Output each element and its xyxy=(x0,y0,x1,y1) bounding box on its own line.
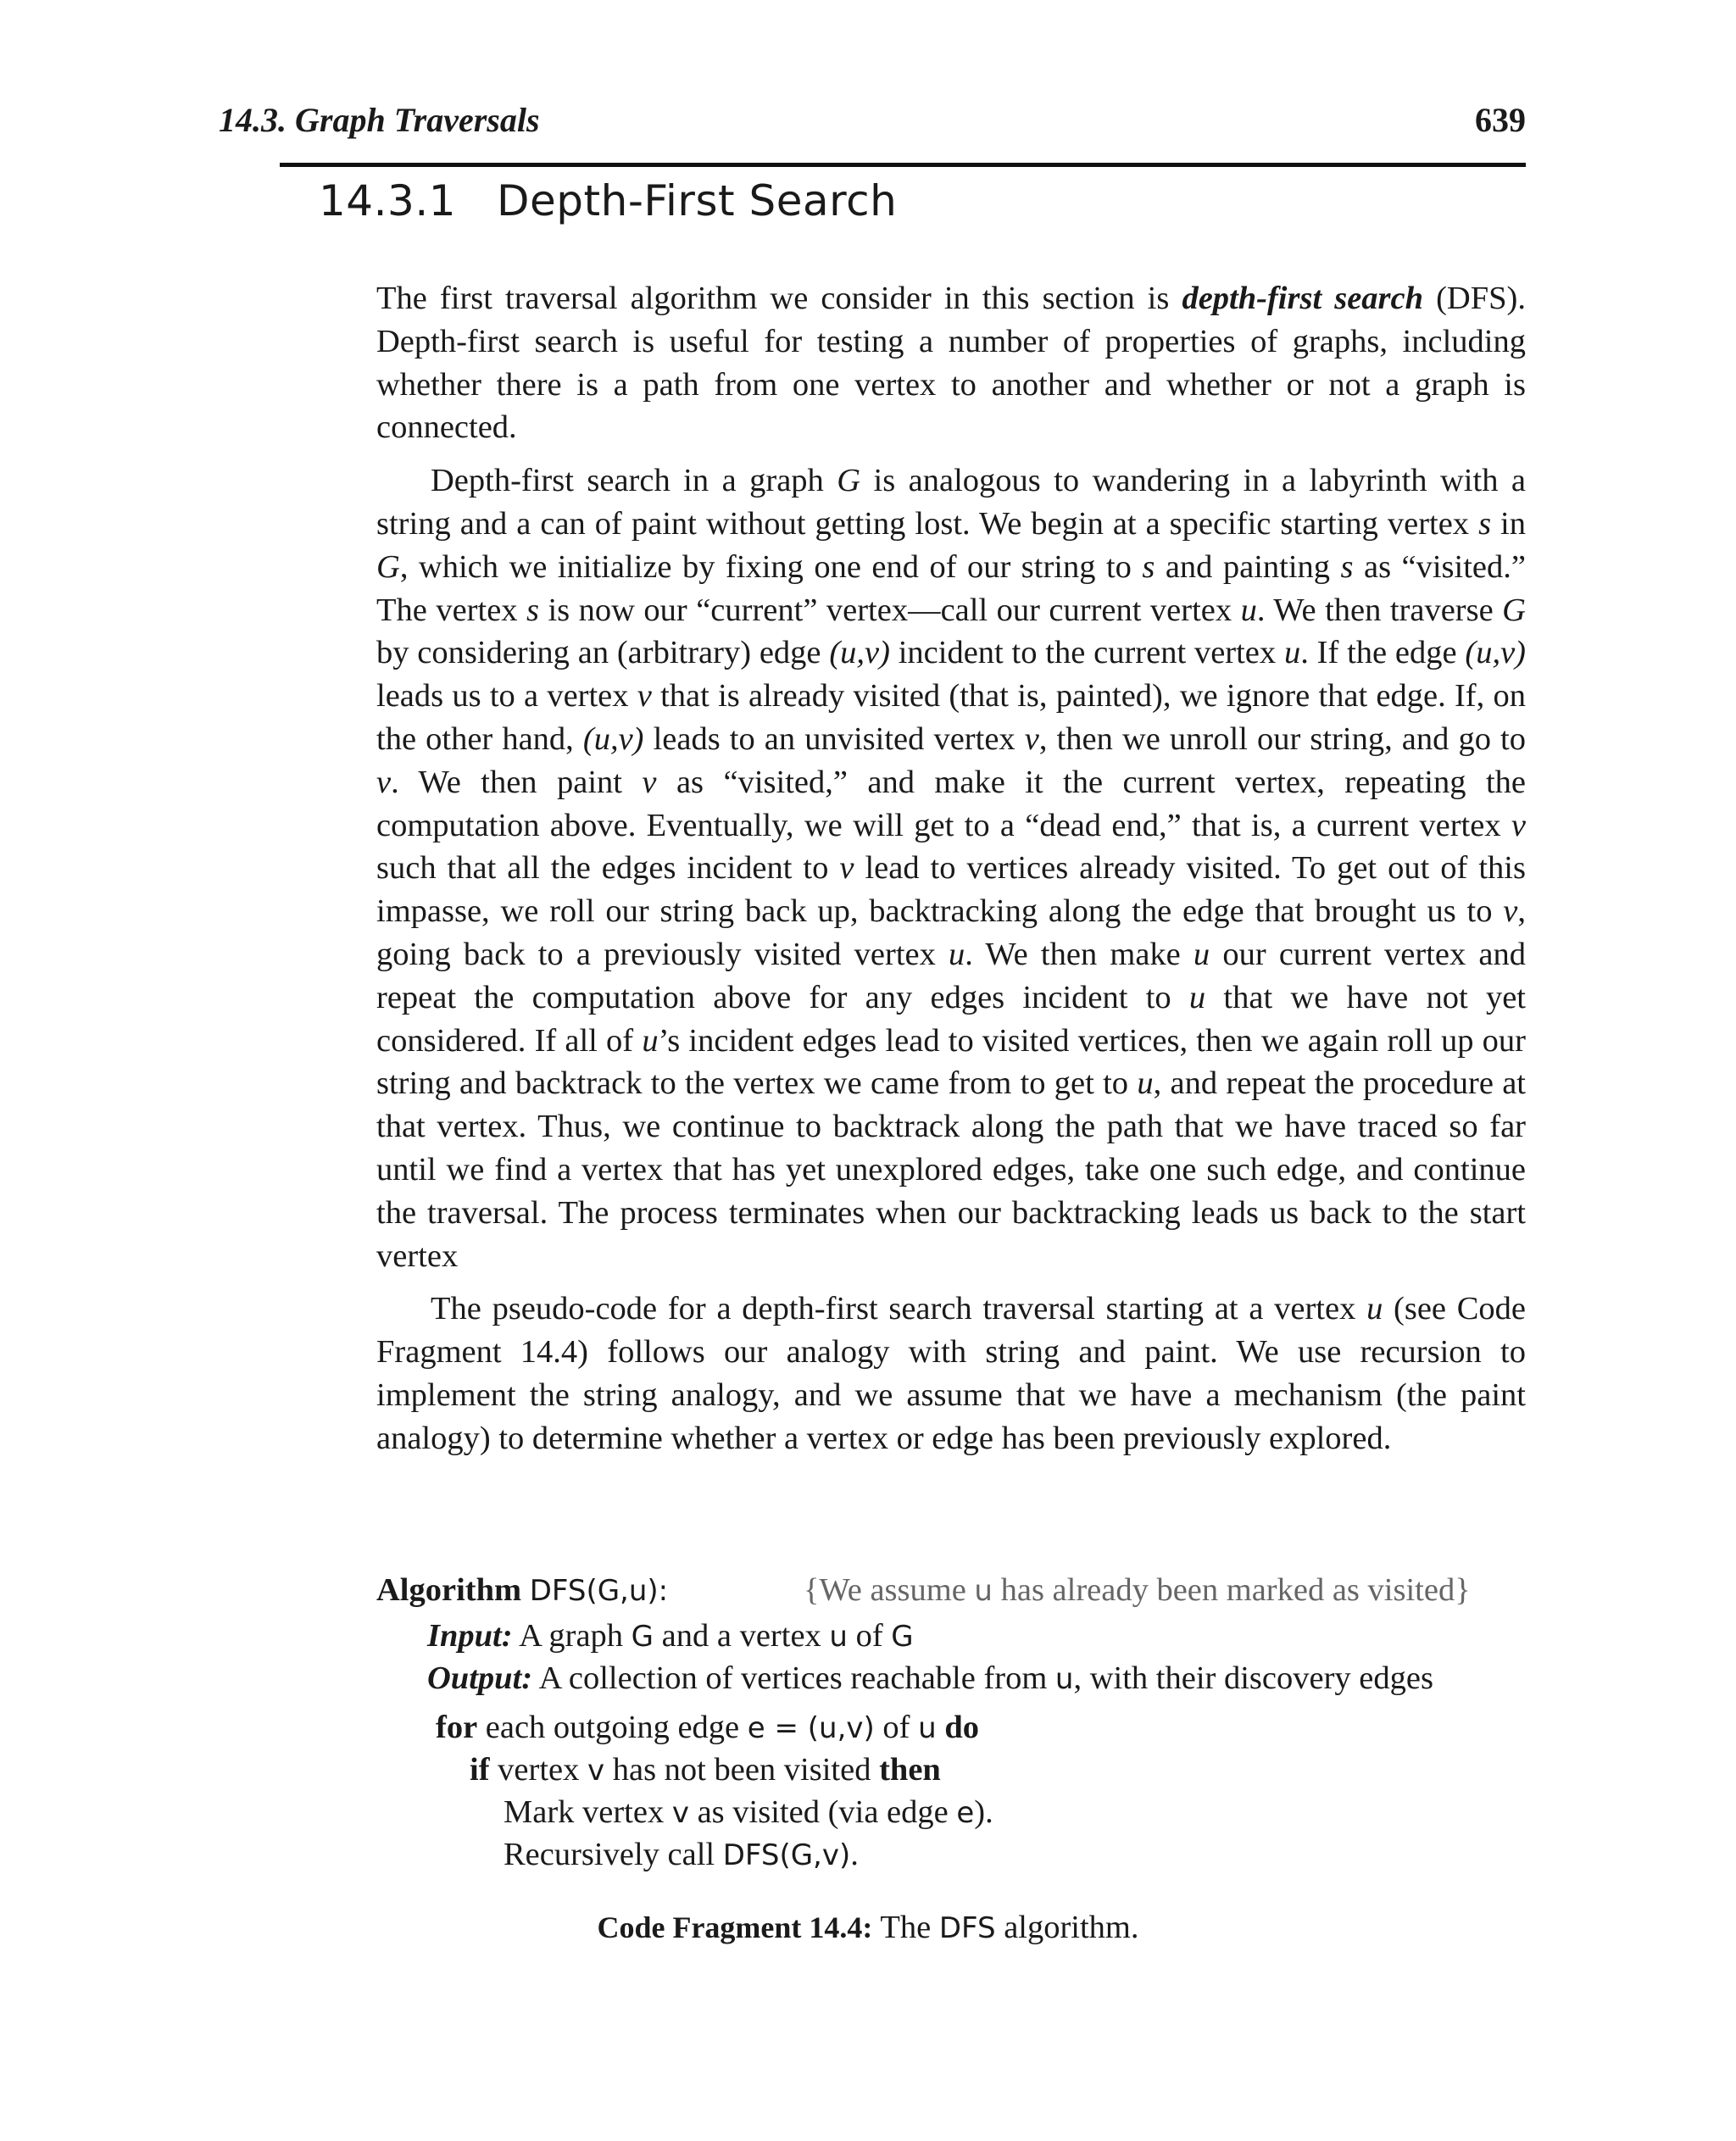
output-text-b: , with their discovery edges xyxy=(1073,1660,1433,1696)
body-text xyxy=(376,277,1526,1460)
p2-run: ’s incident edges lead to visited vertices, then we again roll up our string and backtrack to the vertex we came from to get to xyxy=(376,1022,1526,1102)
caption-dfs: DFS xyxy=(938,1911,996,1945)
p2-math: G xyxy=(1502,592,1526,628)
caption-text-b: algorithm. xyxy=(995,1910,1139,1945)
algorithm-keyword: Algorithm xyxy=(376,1572,522,1608)
p2-run: lead to vertices already visited. To get out of this impasse, we roll our string back up, backtracking along the edge that brought us to xyxy=(376,850,1526,930)
mark-var-v: v xyxy=(671,1796,689,1830)
algorithm-signature: DFS(G,u): xyxy=(529,1574,669,1608)
input-label: Input: xyxy=(427,1618,513,1654)
p2-run: our current vertex and repeat the computation above for any edges incident to xyxy=(376,936,1526,1015)
p2-run: is analogous to wandering in a labyrinth with a string and a can of paint without getting lost. We begin at a specific starting vertex xyxy=(376,463,1526,542)
if-text-b: has not been visited xyxy=(604,1752,880,1788)
input-text-c: of xyxy=(847,1618,892,1654)
algorithm-header-line xyxy=(376,1571,668,1609)
p2-math: u xyxy=(1283,635,1301,671)
output-var-u: u xyxy=(1054,1662,1074,1696)
section-heading xyxy=(319,176,897,225)
mark-var-e: e xyxy=(956,1796,975,1830)
input-text-b: and a vertex xyxy=(654,1618,830,1654)
section-title: Depth-First Search xyxy=(497,176,898,225)
p2-math: v xyxy=(637,678,652,715)
p2-run: is now our “current” vertex—call our current vertex xyxy=(539,592,1241,628)
recurse-text-b: . xyxy=(850,1837,859,1872)
caption-text-a: The xyxy=(872,1910,939,1945)
p2-run: , going back to a previously visited vertex xyxy=(376,893,1526,972)
p1-text-a: The first traversal algorithm we consider in this section is xyxy=(376,281,1182,316)
p2-math: u xyxy=(642,1022,659,1059)
term-depth-first-search: depth-first search xyxy=(1182,281,1424,316)
p2-math: (u,v) xyxy=(1465,635,1526,671)
if-keyword: if xyxy=(470,1752,490,1788)
p2-math: u xyxy=(949,936,965,972)
p2-math: s xyxy=(1478,505,1492,542)
code-fragment-caption xyxy=(0,1909,1736,1946)
paragraph-1 xyxy=(376,277,1526,449)
p2-math: G xyxy=(376,548,400,585)
p2-math: v xyxy=(1511,807,1526,843)
comment-text-b: has already been marked as visited} xyxy=(992,1572,1471,1608)
p2-math: (u,v) xyxy=(582,720,644,757)
algorithm-for-line xyxy=(436,1709,979,1746)
recurse-text-a: Recursively call xyxy=(504,1837,723,1872)
p2-math: s xyxy=(1142,548,1155,585)
running-title: 14.3. Graph Traversals xyxy=(219,101,540,139)
p2-run: . If the edge xyxy=(1300,635,1466,671)
p2-run: in xyxy=(1491,505,1526,542)
p2-run: incident to the current vertex xyxy=(889,635,1284,671)
p2-run: as “visited.” The vertex xyxy=(376,548,1526,628)
p2-math: u xyxy=(1193,936,1210,972)
p2-run: leads us to a vertex xyxy=(376,678,637,715)
mark-text-b: as visited (via edge xyxy=(688,1794,957,1830)
p1-text-c: (DFS). Depth-first search is useful for testing a number of properties of graphs, including whether there is a path from one vertex to another and whether or not a graph is connected. xyxy=(376,281,1526,446)
then-keyword: then xyxy=(879,1752,941,1788)
p2-math: s xyxy=(526,592,539,628)
input-var-g: G xyxy=(631,1620,654,1654)
algorithm-output-line xyxy=(427,1660,1433,1697)
p2-run: by considering an (arbitrary) edge xyxy=(376,635,830,671)
p2-run: . We then traverse xyxy=(1256,592,1503,628)
algorithm-mark-line xyxy=(504,1793,993,1831)
p2-math: v xyxy=(642,764,657,800)
p2-run: , then we unroll our string, and go to xyxy=(1038,720,1527,757)
for-var-u: u xyxy=(918,1711,937,1745)
paragraph-3 xyxy=(376,1287,1526,1460)
input-text-a: A graph xyxy=(512,1618,632,1654)
algorithm-recurse-line xyxy=(504,1836,859,1873)
algorithm-input-line xyxy=(427,1617,914,1654)
p3-text-b: (see Code Fragment 14.4) follows our analogy with string and paint. We use recursion to implement the string analogy, and we assume that we have a mechanism (the paint analogy) to determine whether a vertex or edge has been previously explored. xyxy=(376,1291,1526,1456)
for-text-b: of xyxy=(874,1710,919,1745)
p2-run: that is already visited (that is, painted), we ignore that edge. If, on the other hand, xyxy=(376,678,1526,757)
p2-math: v xyxy=(1024,720,1039,757)
p2-run: . We then paint xyxy=(391,764,643,800)
p3-text-a: The pseudo-code for a depth-first search traversal starting at a vertex xyxy=(431,1291,1367,1327)
output-text-a: A collection of vertices reachable from xyxy=(532,1660,1055,1696)
page-number: 639 xyxy=(1475,101,1526,139)
algorithm-if-line xyxy=(470,1751,941,1788)
p2-run: that we have not yet considered. If all of xyxy=(376,979,1527,1059)
p3-math-u: u xyxy=(1366,1291,1383,1327)
p2-run: , which we initialize by fixing one end of our string to xyxy=(399,548,1143,585)
p2-math: v xyxy=(1503,893,1518,930)
running-header xyxy=(219,100,1526,151)
if-var-v: v xyxy=(587,1754,605,1788)
p2-math: v xyxy=(376,764,392,800)
caption-label: Code Fragment 14.4: xyxy=(597,1910,873,1944)
p2-math: u xyxy=(1240,592,1257,628)
input-var-g2: G xyxy=(891,1620,914,1654)
input-var-u: u xyxy=(829,1620,848,1654)
algorithm-comment xyxy=(804,1571,1471,1609)
p2-run: , and repeat the procedure at that vertex. Thus, we continue to backtrack along the path that we have traced so far until we find a vertex that has yet unexplored edges, take one such edge, and continue the traversal. The process terminates when our backtracking leads us back to the start vertex xyxy=(376,1065,1526,1274)
comment-var-u: u xyxy=(974,1574,993,1608)
p2-run: . We then make xyxy=(965,936,1194,972)
section-number: 14.3.1 xyxy=(319,176,457,225)
header-rule xyxy=(280,163,1526,167)
p2-run: as “visited,” and make it the current vertex, repeating the computation above. Eventually, we will get to a “dead end,” that is, a current vertex xyxy=(376,764,1526,843)
comment-text-a: {We assume xyxy=(804,1572,975,1608)
output-label: Output: xyxy=(427,1660,533,1696)
do-keyword: do xyxy=(944,1710,979,1745)
p2-math: G xyxy=(837,463,861,499)
p2-run: such that all the edges incident to xyxy=(376,850,840,887)
if-text-a: vertex xyxy=(489,1752,587,1788)
for-keyword: for xyxy=(436,1710,478,1745)
p2-math: s xyxy=(1340,548,1354,585)
p2-run: Depth-first search in a graph xyxy=(431,463,837,499)
p2-math: v xyxy=(839,850,854,887)
p2-run: and painting xyxy=(1155,548,1341,585)
paragraph-2 xyxy=(376,459,1526,1277)
recurse-call: DFS(G,v) xyxy=(722,1838,851,1872)
for-text-a: each outgoing edge xyxy=(477,1710,748,1745)
mark-text-a: Mark vertex xyxy=(504,1794,672,1830)
p2-run: leads to an unvisited vertex xyxy=(643,720,1025,757)
p2-math: (u,v) xyxy=(829,635,890,671)
p2-math: u xyxy=(1137,1065,1154,1102)
p2-math: u xyxy=(1188,979,1206,1015)
mark-text-c: ). xyxy=(974,1794,993,1830)
for-edge-expr: e = (u,v) xyxy=(747,1711,875,1745)
